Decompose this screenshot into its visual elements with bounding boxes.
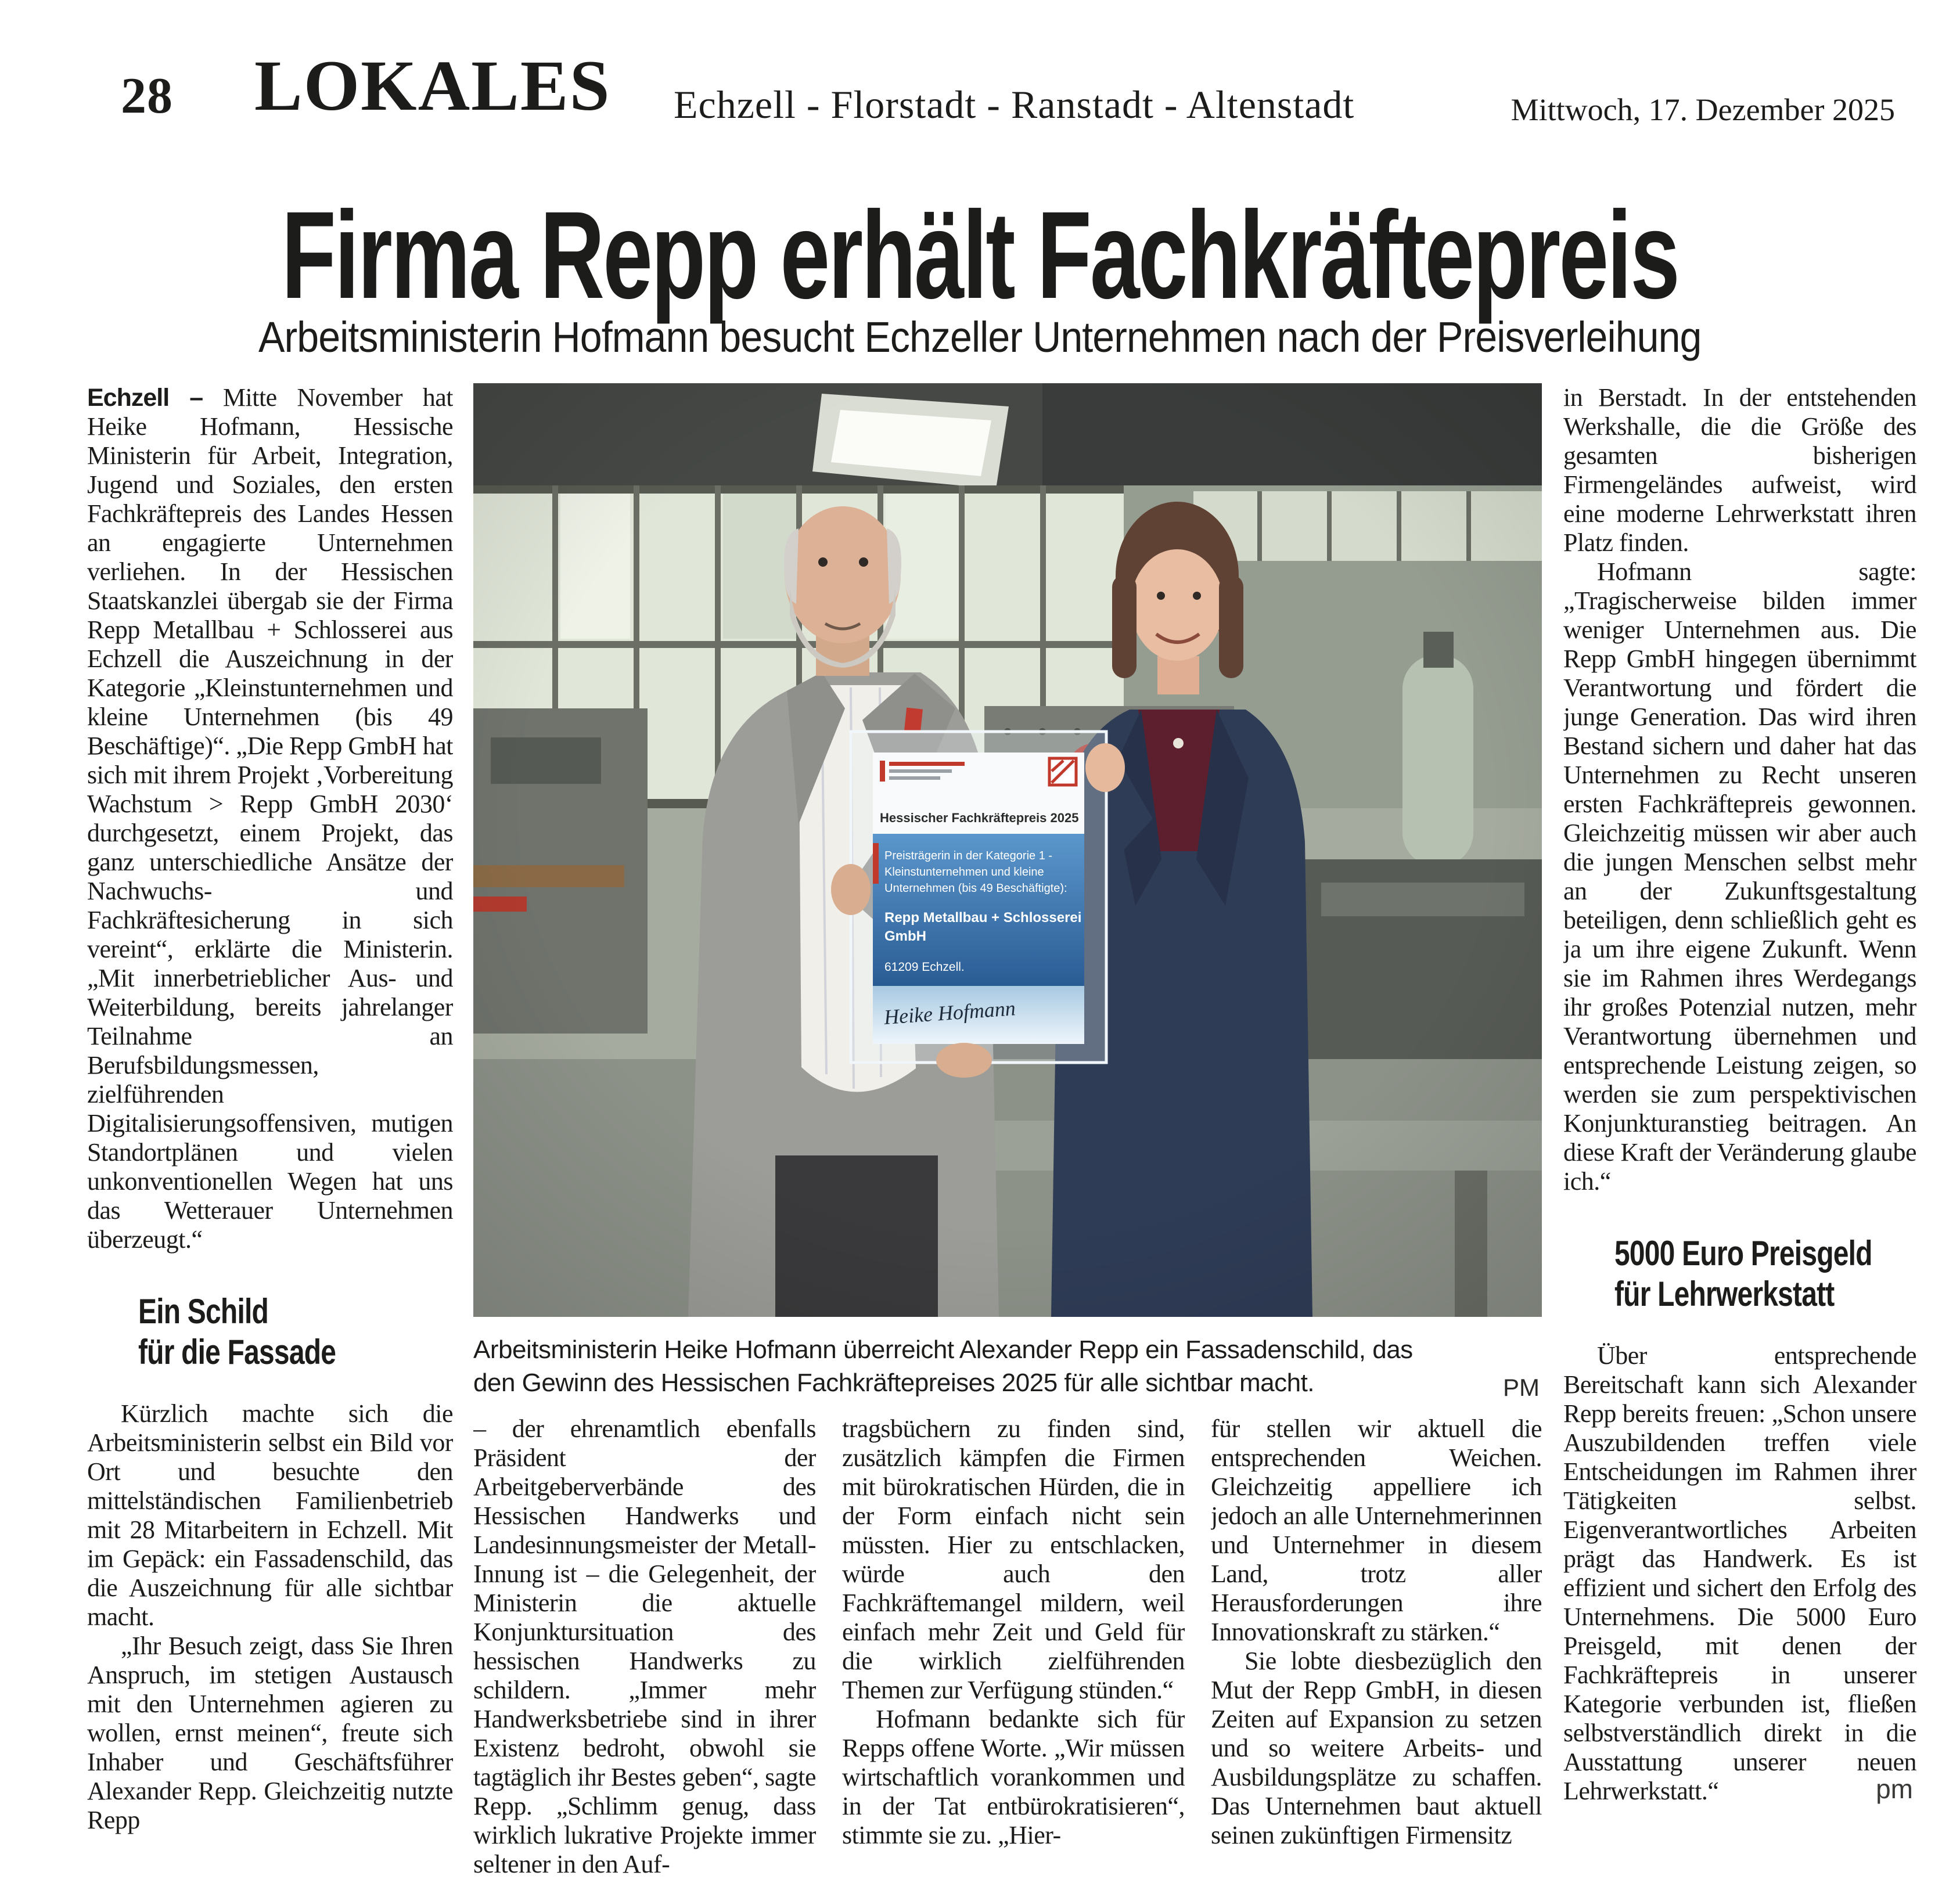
column-4 (1211, 1414, 1542, 1891)
page-number: 28 (121, 68, 173, 124)
subheading-schild: Ein Schild für die Fassade (138, 1292, 336, 1371)
caption-credit: PM (1503, 1374, 1540, 1401)
article-paragraph: – der ehrenamtlich ebenfalls Präsident der Arbeitgeberverbände des Hessischen Handwerks und Landesinnungsmeister der Metall-Innung ist – die Gelegenheit, der Ministerin die aktuelle Konjunktursituation des hessischen Handwerks zu schildern. „Immer mehr Handwerksbetriebe sind in ihrer Existenz bedroht, obwohl sie tagtäglich ihr Bestes geben“, sagte Repp. „Schlimm genug, dass wirklich lukrative Projekte immer seltener in den Auf- (473, 1414, 816, 1878)
photo-caption (473, 1333, 1542, 1406)
column-3 (842, 1414, 1185, 1891)
article-paragraph: Hofmann bedankte sich für Repps offene Worte. „Wir müssen wirtschaftlich vorankommen und in der Tat entbürokratisieren“, stimmte sie zu. „Hier- (842, 1705, 1185, 1849)
caption-text: Arbeitsministerin Heike Hofmann überreicht Alexander Repp ein Fassadenschild, das den Gewinn des Hessischen Fachkräftepreises 2025 für alle sichtbar macht. (473, 1335, 1413, 1397)
article-paragraph: in Berstadt. In der entstehenden Werkshalle, die die Größe des gesamten bisherigen Firmengeländes aufweist, wird eine moderne Lehrwerkstatt ihren Platz finden. (1563, 383, 1916, 557)
section-title: LOKALES (254, 46, 611, 125)
article-paragraph: Kürzlich machte sich die Arbeitsministerin selbst ein Bild vor Ort und besuchte den mittelständischen Familienbetrieb mit 28 Mitarbeitern in Echzell. Mit im Gepäck: ein Fassadenschild, das die Auszeichnung für alle sichtbar macht. (87, 1399, 453, 1631)
article-paragraph: Hofmann sagte: „Tragischerweise bilden immer weniger Unternehmen aus. Die Repp GmbH hingegen übernimmt Verantwortung und fördert die junge Generation. Das wird ihren Bestand sichern und daher hat das Unternehmen zu Recht unseren ersten Fachkräftepreis gewonnen. Gleichzeitig müssen wir aber auch die jungen Menschen selbst mehr an der Zukunftsgestaltung beteiligen, denn schließlich geht es ja um ihre eigene Zukunft. Wenn sie im Rahmen ihres Werdegangs ihr großes Potenzial nutzen, mehr Verantwortung übernehmen und entsprechende Leistung zeigen, so werden sie zum perspektivischen Konjunkturanstieg beitragen. An diese Kraft der Veränderung glaube ich.“ (1563, 557, 1916, 1196)
column-2 (473, 1414, 816, 1891)
article-byline: pm (1876, 1774, 1913, 1804)
article-headline: Firma Repp erhält Fachkräftepreis (281, 186, 1679, 325)
column-5 (1563, 383, 1916, 1881)
article-paragraph: Über entsprechende Bereitschaft kann sich Alexander Repp bereits freuen: „Schon unsere Auszubildenden treffen viele Entscheidungen im Rahmen ihrer Tätigkeiten selbst. Eigenverantwortliches Arbeiten prägt das Handwerk. Es ist effizient und sichert den Erfolg des Unternehmens. Die 5000 Euro Preisgeld, mit denen der Fachkräftepreis in unserer Kategorie verbunden ist, fließen selbstverständlich direkt in die Ausstattung unserer neuen Lehrwerkstatt.“ (1563, 1341, 1916, 1805)
column-1 (87, 383, 453, 1881)
photo-illustration (473, 383, 1542, 1317)
article-paragraph: Echzell – Mitte November hat Heike Hofmann, Hessische Ministerin für Arbeit, Integration, Jugend und Soziales, den ersten Fachkräftepreis des Landes Hessen an engagierte Unternehmen verliehen. In der Hessischen Staatskanzlei übergab sie der Firma Repp Metallbau + Schlosserei aus Echzell die Auszeichnung in der Kategorie „Kleinstunternehmen und kleine Unternehmen (bis 49 Beschäftige)“. „Die Repp GmbH hat sich mit ihrem Projekt ‚Vorbereitung Wachstum > Repp GmbH 2030‘ durchgesetzt, einem Projekt, das ganz unterschiedliche Ansätze der Nachwuchs- und Fachkräftesicherung in sich vereint“, erklärte die Ministerin. „Mit innerbetrieblicher Aus- und Weiterbildung, bereits jahrelanger Teilnahme an Berufsbildungsmessen, zielführenden Digitalisierungsoffensiven, mutigen Standortplänen und vielen unkonventionellen Wegen hat uns das Wetterauer Unternehmen überzeugt.“ (87, 383, 453, 1254)
subheading-preisgeld: 5000 Euro Preisgeld für Lehrwerkstatt (1614, 1234, 1872, 1313)
header-date: Mittwoch, 17. Dezember 2025 (1511, 92, 1895, 127)
workshop-scene (473, 383, 1542, 1317)
article-paragraph: Sie lobte diesbezüglich den Mut der Repp GmbH, in diesen Zeiten auf Expansion zu setzen und so weitere Arbeits- und Ausbildungsplätze zu schaffen. Das Unternehmen baut aktuell seinen zukünftigen Firmensitz (1211, 1647, 1542, 1849)
article-paragraph: „Ihr Besuch zeigt, dass Sie Ihren Anspruch, im stetigen Austausch mit den Unternehmen agieren zu wollen, ernst meinen“, freute sich Inhaber und Geschäftsführer Alexander Repp. Gleichzeitig nutzte Repp (87, 1632, 453, 1834)
article-subheadline: Arbeitsministerin Hofmann besucht Echzeller Unternehmen nach der Preisverleihung (258, 313, 1702, 361)
article-paragraph: tragsbüchern zu finden sind, zusätzlich kämpfen die Firmen mit bürokratischen Hürden, die in der Form einfach nicht sein müssten. Hier zu entschlacken, würde auch den Fachkräftemangel mildern, weil einfach mehr Zeit und Geld für die wirklich zielführenden Themen zur Verfügung stünden.“ (842, 1414, 1185, 1704)
header-region-list: Echzell - Florstadt - Ranstadt - Altenstadt (674, 82, 1355, 127)
dateline: Echzell – (87, 384, 203, 412)
article-paragraph: für stellen wir aktuell die entsprechenden Weichen. Gleichzeitig appelliere ich jedoch an alle Unternehmerinnen und Unternehmer in diesem Land, trotz aller Herausforderungen ihre Innovationskraft zu stärken.“ (1211, 1414, 1542, 1646)
